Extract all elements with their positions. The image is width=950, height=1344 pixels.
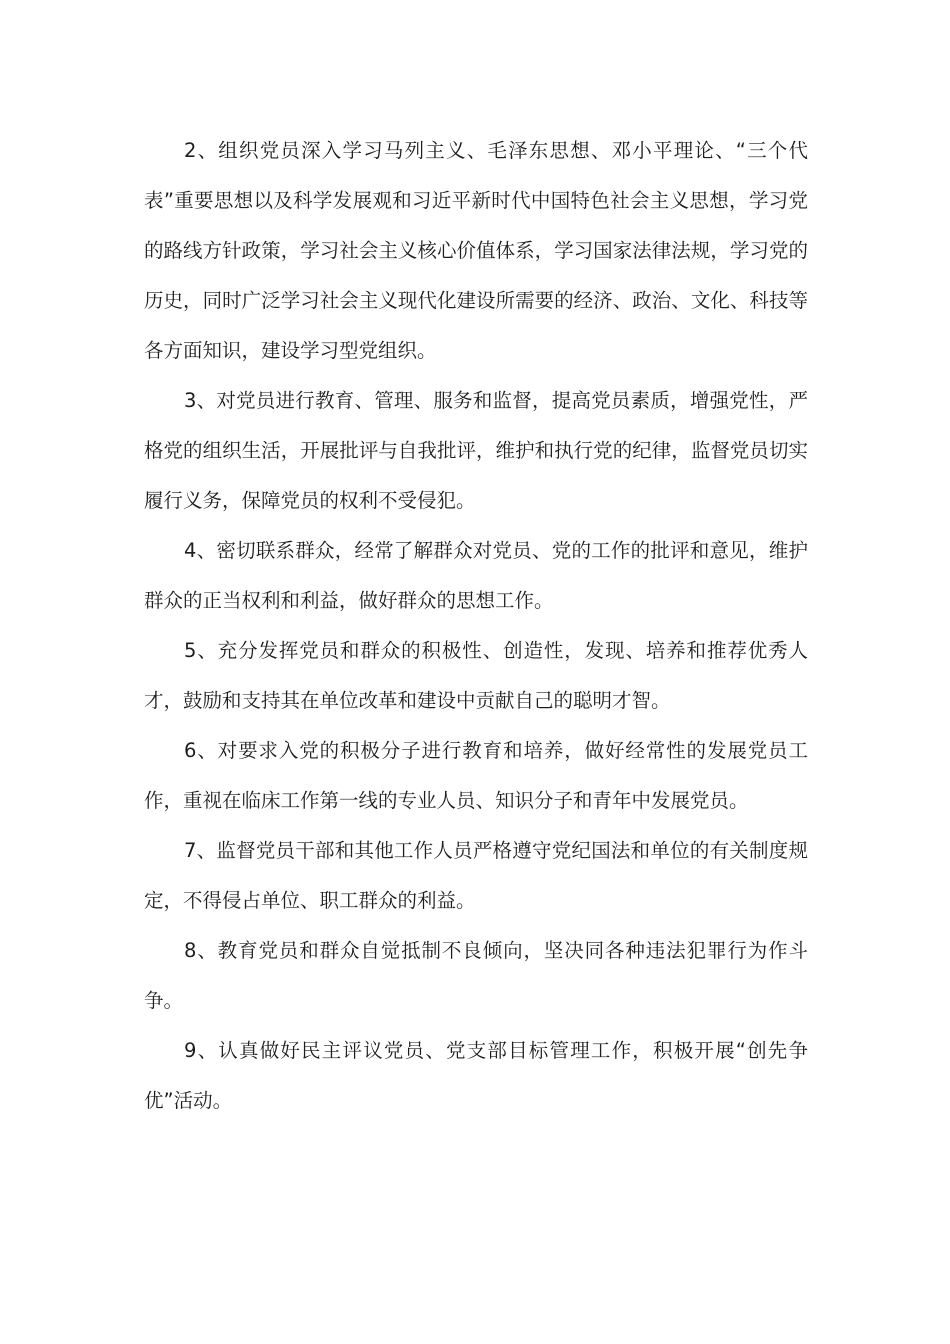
paragraph-item-8: 8、教育党员和群众自觉抵制不良倾向，坚决同各种违法犯罪行为作斗争。: [144, 939, 808, 1012]
paragraph-item-3: 3、对党员进行教育、管理、服务和监督，提高党员素质，增强党性，严格党的组织生活，开展批评与自我批评，维护和执行党的纪律，监督党员切实履行义务，保障党员的权利不受侵犯。: [144, 389, 808, 512]
paragraph-item-7: 7、监督党员干部和其他工作人员严格遵守党纪国法和单位的有关制度规定，不得侵占单位、职工群众的利益。: [144, 839, 808, 912]
document-body: [144, 126, 808, 1126]
paragraph-item-9: 9、认真做好民主评议党员、党支部目标管理工作，积极开展“创先争优”活动。: [144, 1039, 808, 1112]
paragraph-item-6: 6、对要求入党的积极分子进行教育和培养，做好经常性的发展党员工作，重视在临床工作第一线的专业人员、知识分子和青年中发展党员。: [144, 739, 808, 812]
paragraph-item-2: 2、组织党员深入学习马列主义、毛泽东思想、邓小平理论、“三个代表”重要思想以及科学发展观和习近平新时代中国特色社会主义思想，学习党的路线方针政策，学习社会主义核心价值体系，学习国家法律法规，学习党的历史，同时广泛学习社会主义现代化建设所需要的经济、政治、文化、科技等各方面知识，建设学习型党组织。: [144, 139, 808, 362]
paragraph-item-4: 4、密切联系群众，经常了解群众对党员、党的工作的批评和意见，维护群众的正当权利和利益，做好群众的思想工作。: [144, 539, 808, 612]
paragraph-item-5: 5、充分发挥党员和群众的积极性、创造性，发现、培养和推荐优秀人才，鼓励和支持其在单位改革和建设中贡献自己的聪明才智。: [144, 639, 808, 712]
